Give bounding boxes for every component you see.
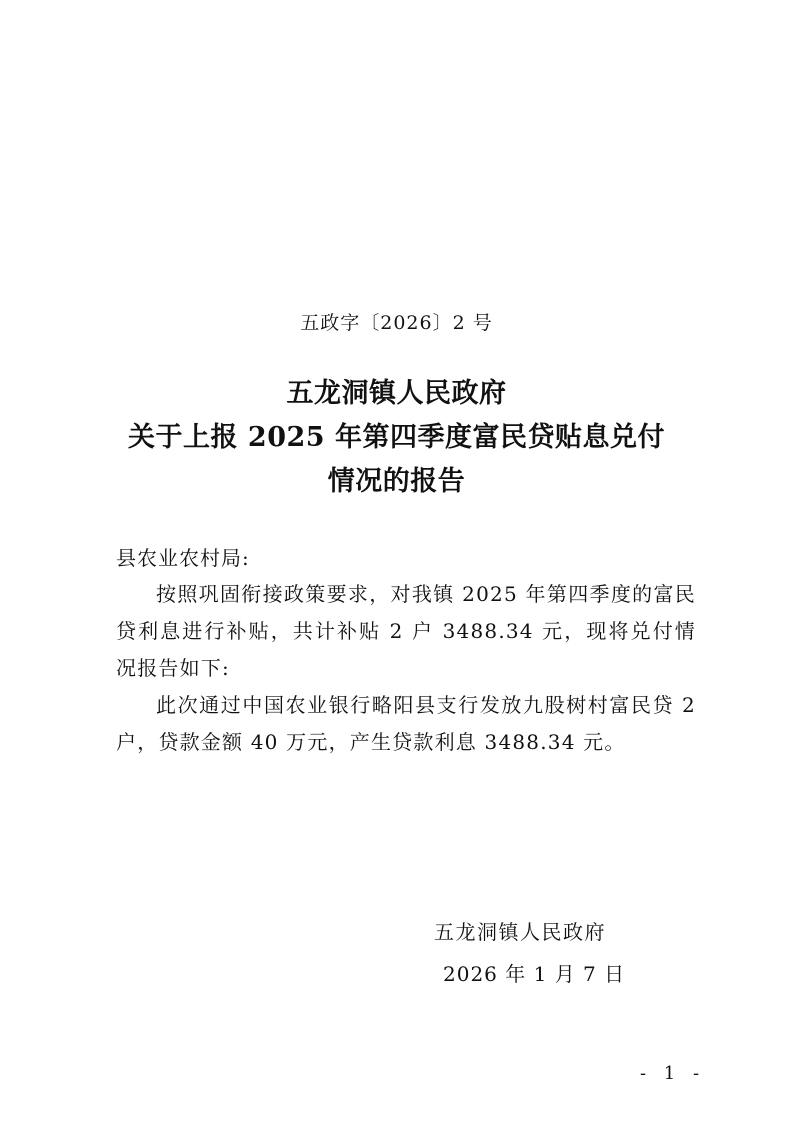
page-number: - 1 - <box>640 1063 706 1084</box>
signature-date: 2026 年 1 月 7 日 <box>443 962 626 986</box>
title-line-2: 关于上报 2025 年第四季度富民贷贴息兑付 <box>128 422 665 453</box>
document-title <box>0 372 793 504</box>
body-paragraph-1: 按照巩固衔接政策要求，对我镇 2025 年第四季度的富民贷利息进行补贴，共计补贴 2 户 3488.34 元，现将兑付情况报告如下: <box>116 582 696 680</box>
title-line-3: 情况的报告 <box>327 466 466 497</box>
title-line-1: 五龙洞镇人民政府 <box>286 378 507 409</box>
signature-organization: 五龙洞镇人民政府 <box>434 920 606 944</box>
body-paragraph-2: 此次通过中国农业银行略阳县支行发放九股树村富民贷 2 户，贷款金额 40 万元，产生贷款利息 3488.34 元。 <box>116 693 696 754</box>
document-number: 五政字〔2026〕2 号 <box>300 312 493 334</box>
recipient: 县农业农村局: <box>116 546 250 570</box>
